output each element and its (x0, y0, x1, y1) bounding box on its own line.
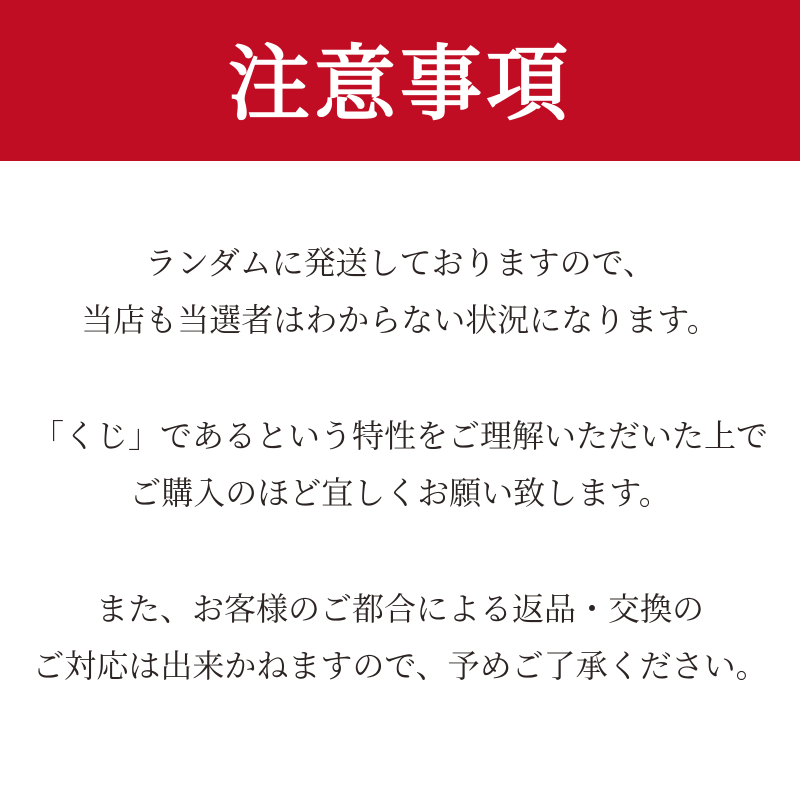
notice-line-shipping-2: 当店も当選者はわからない状況になります。 (81, 302, 719, 338)
notice-paragraph-lottery (0, 408, 800, 522)
notice-line-returns-1: また、お客様のご都合による返品・交換の (95, 591, 704, 627)
notice-paragraph-shipping (0, 235, 800, 349)
page-title: 注意事項 (227, 38, 572, 130)
notice-line-lottery-2: ご購入のほど宜しくお願い致します。 (129, 475, 671, 511)
notice-content (0, 161, 800, 695)
notice-line-lottery-1: 「くじ」であるという特性をご理解いただいた上で (31, 418, 768, 454)
notice-line-shipping-1: ランダムに発送しておりますので、 (144, 245, 656, 281)
notice-banner (0, 0, 800, 161)
notice-line-returns-2: ご対応は出来かねますので、予めご了承ください。 (32, 648, 768, 684)
notice-paragraph-returns (0, 581, 800, 695)
